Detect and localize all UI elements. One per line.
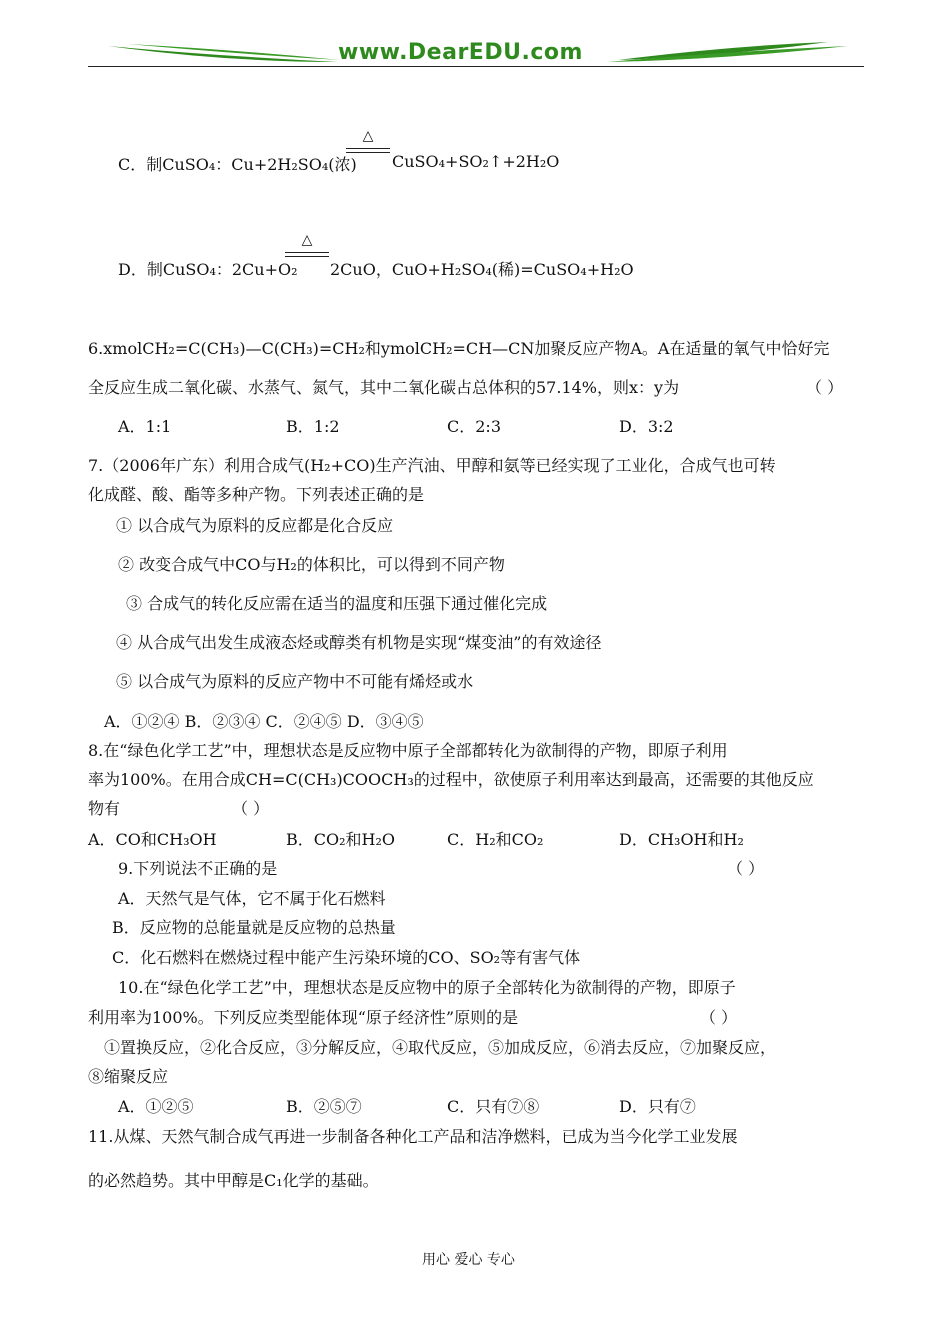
q10-reaction-types-cont: ⑧缩聚反应: [88, 1067, 169, 1086]
q7-statement-5: ⑤ 以合成气为原料的反应产物中不可能有烯烃或水: [116, 672, 474, 691]
heat-equals-sign: [346, 128, 390, 158]
q10-stem-line1: 10.在“绿色化学工艺”中，理想状态是反应物中的原子全部转化为欲制得的产物，即原子: [118, 978, 736, 997]
site-logo: www.DearEDU.com: [338, 40, 583, 65]
q11-stem-line1: 11.从煤、天然气制合成气再进一步制备各种化工产品和洁净燃料，已成为当今化学工业发展: [88, 1127, 738, 1146]
q7-stem-line2: 化成醛、酸、酯等多种产物。下列表述正确的是: [88, 485, 425, 504]
q6-stem-line2: 全反应生成二氧化碳、水蒸气、氮气，其中二氧化碳占总体积的57.14%，则x：y为: [88, 378, 680, 397]
q9-stem: 9.下列说法不正确的是: [118, 859, 278, 878]
footer-motto: 用心 爱心 专心: [422, 1252, 515, 1268]
q8-stem-line2: 率为100%。在用合成CH=C(CH₃)COOCH₃的过程中，欲使原子利用率达到最高，还需要的其他反应: [88, 770, 814, 789]
heat-triangle-icon: △: [301, 232, 313, 248]
header-rule: [88, 66, 864, 67]
q7-stem-line1: 7.（2006年广东）利用合成气(H₂+CO)生产汽油、甲醇和氨等已经实现了工业化，合成气也可转: [88, 456, 776, 475]
q6-option-c: C．2:3: [447, 417, 501, 436]
q8-stem-line3: 物有: [88, 799, 121, 818]
q5-option-c-suffix: CuSO₄+SO₂↑+2H₂O: [392, 152, 560, 171]
q8-answer-bracket: （ ）: [232, 799, 270, 818]
q6-option-d: D．3:2: [619, 417, 674, 436]
q10-option-b: B．②⑤⑦: [286, 1097, 362, 1116]
q11-stem-line2: 的必然趋势。其中甲醇是C₁化学的基础。: [88, 1171, 379, 1190]
q10-reaction-types: ①置换反应，②化合反应，③分解反应，④取代反应，⑤加成反应，⑥消去反应，⑦加聚反应，: [104, 1038, 777, 1057]
q10-answer-bracket: （ ）: [700, 1008, 738, 1027]
q9-option-c: C．化石燃料在燃烧过程中能产生污染环境的CO、SO₂等有害气体: [112, 948, 581, 967]
q6-option-b: B．1:2: [286, 417, 340, 436]
heat-triangle-icon: △: [362, 128, 374, 144]
q7-options: A．①②④ B．②③④ C．②④⑤ D．③④⑤: [104, 712, 424, 731]
q6-answer-bracket: （ ）: [806, 378, 844, 397]
q8-option-a: A．CO和CH₃OH: [88, 830, 217, 849]
q5-option-c-prefix: C．制CuSO₄：Cu+2H₂SO₄(浓): [118, 155, 357, 174]
q5-option-d-suffix: 2CuO，CuO+H₂SO₄(稀)=CuSO₄+H₂O: [330, 260, 634, 279]
q7-statement-3: ③ 合成气的转化反应需在适当的温度和压强下通过催化完成: [126, 594, 548, 613]
q10-option-c: C．只有⑦⑧: [447, 1097, 540, 1116]
q9-answer-bracket: （ ）: [727, 859, 765, 878]
q5-option-d-prefix: D．制CuSO₄：2Cu+O₂: [118, 260, 298, 279]
q9-option-b: B．反应物的总能量就是反应物的总热量: [112, 918, 396, 937]
q8-stem-line1: 8.在“绿色化学工艺”中，理想状态是反应物中原子全部都转化为欲制得的产物，即原子利用: [88, 741, 728, 760]
q10-option-a: A．①②⑤: [118, 1097, 194, 1116]
heat-equals-sign: [285, 232, 329, 262]
q10-option-d: D．只有⑦: [619, 1097, 696, 1116]
q8-option-c: C．H₂和CO₂: [447, 830, 544, 849]
q7-statement-4: ④ 从合成气出发生成液态烃或醇类有机物是实现“煤变油”的有效途径: [116, 633, 602, 652]
q6-stem-line1: 6.xmolCH₂=C(CH₃)—C(CH₃)=CH₂和ymolCH₂=CH—CN加聚反应产物A。A在适量的氧气中恰好完: [88, 339, 830, 358]
q8-option-d: D．CH₃OH和H₂: [619, 830, 744, 849]
q10-stem-line2: 利用率为100%。下列反应类型能体现“原子经济性”原则的是: [88, 1008, 519, 1027]
q8-option-b: B．CO₂和H₂O: [286, 830, 396, 849]
q7-statement-2: ② 改变合成气中CO与H₂的体积比，可以得到不同产物: [118, 555, 505, 574]
q9-option-a: A．天然气是气体，它不属于化石燃料: [118, 889, 386, 908]
q7-statement-1: ① 以合成气为原料的反应都是化合反应: [116, 516, 394, 535]
q6-option-a: A．1:1: [118, 417, 172, 436]
